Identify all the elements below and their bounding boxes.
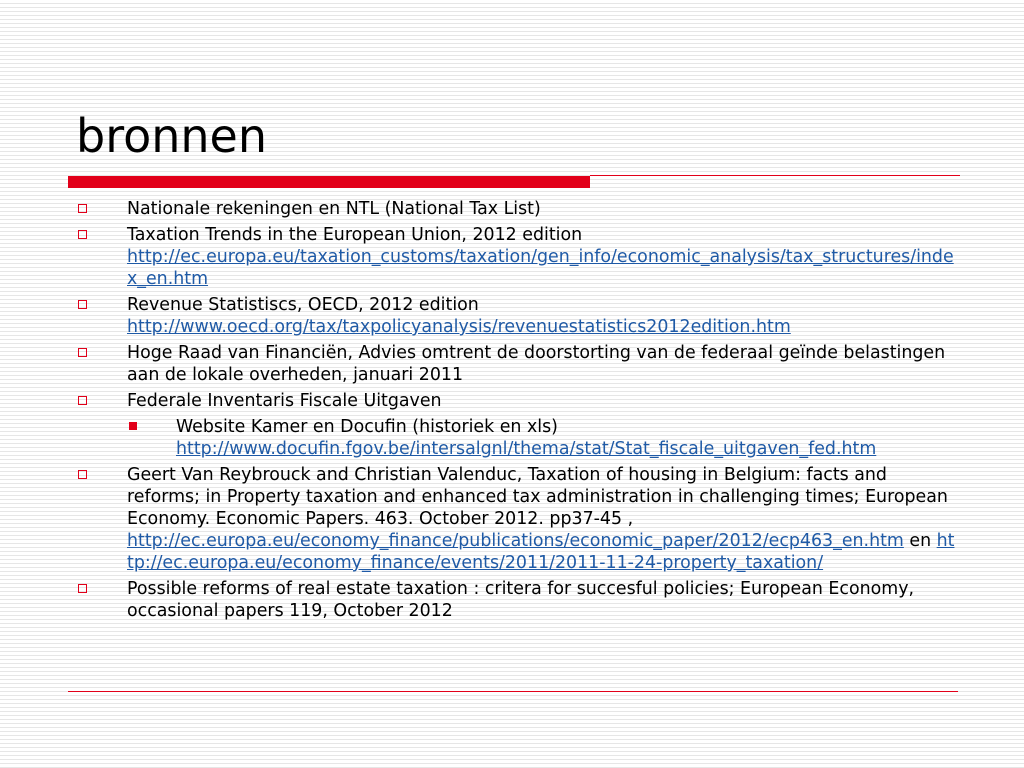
item-text: Geert Van Reybrouck and Christian Valenduc, Taxation of housing in Belgium: facts and reforms; in Property taxation and enhanced tax administration in challenging times; European Economy. Economic Papers. 463. October 2012. pp37-45 ,: [127, 465, 948, 529]
source-link[interactable]: http://www.docufin.fgov.be/intersalgnl/thema/stat/Stat_fiscale_uitgaven_fed.htm: [176, 439, 877, 459]
item-text: Hoge Raad van Financiën, Advies omtrent de doorstorting van de federaal geïnde belastingen aan de lokale overheden, januari 2011: [127, 343, 946, 385]
source-link-secondary[interactable]: http://ec.europa.eu/economy_finance/events/2011/2011-11-24-property_taxation/: [127, 531, 955, 573]
list-item: [76, 464, 956, 574]
item-text: Federale Inventaris Fiscale Uitgaven: [127, 391, 442, 411]
list-item: [76, 198, 956, 220]
slide-title: bronnen: [76, 109, 268, 163]
list-item: [76, 224, 956, 290]
list-item: [76, 578, 956, 622]
item-text: Taxation Trends in the European Union, 2012 edition: [127, 225, 583, 245]
hollow-square-bullet-icon: [78, 584, 87, 593]
sources-list: [76, 198, 956, 626]
footer-divider-line: [68, 691, 958, 692]
item-text: Nationale rekeningen en NTL (National Tax List): [127, 199, 541, 219]
list-item: [76, 342, 956, 386]
link-connector: en: [903, 531, 937, 551]
source-link[interactable]: http://www.oecd.org/tax/taxpolicyanalysis/revenuestatistics2012edition.htm: [127, 317, 791, 337]
source-link[interactable]: http://ec.europa.eu/taxation_customs/taxation/gen_info/economic_analysis/tax_structures/index_en.htm: [127, 247, 954, 289]
list-item: [76, 294, 956, 338]
filled-square-bullet-icon: [129, 422, 137, 430]
sub-list-item: [76, 416, 956, 460]
list-item: [76, 390, 956, 412]
title-underline-line: [590, 175, 960, 176]
item-text: Revenue Statistiscs, OECD, 2012 edition: [127, 295, 479, 315]
hollow-square-bullet-icon: [78, 470, 87, 479]
title-underline-bar: [68, 176, 590, 188]
hollow-square-bullet-icon: [78, 300, 87, 309]
hollow-square-bullet-icon: [78, 396, 87, 405]
hollow-square-bullet-icon: [78, 348, 87, 357]
link-group: [127, 531, 954, 573]
subitem-text: Website Kamer en Docufin (historiek en xls): [176, 417, 558, 437]
item-text: Possible reforms of real estate taxation : critera for succesful policies; European Economy, occasional papers 119, October 2012: [127, 579, 915, 621]
source-link[interactable]: http://ec.europa.eu/economy_finance/publications/economic_paper/2012/ecp463_en.htm: [127, 531, 904, 551]
hollow-square-bullet-icon: [78, 230, 87, 239]
hollow-square-bullet-icon: [78, 204, 87, 213]
